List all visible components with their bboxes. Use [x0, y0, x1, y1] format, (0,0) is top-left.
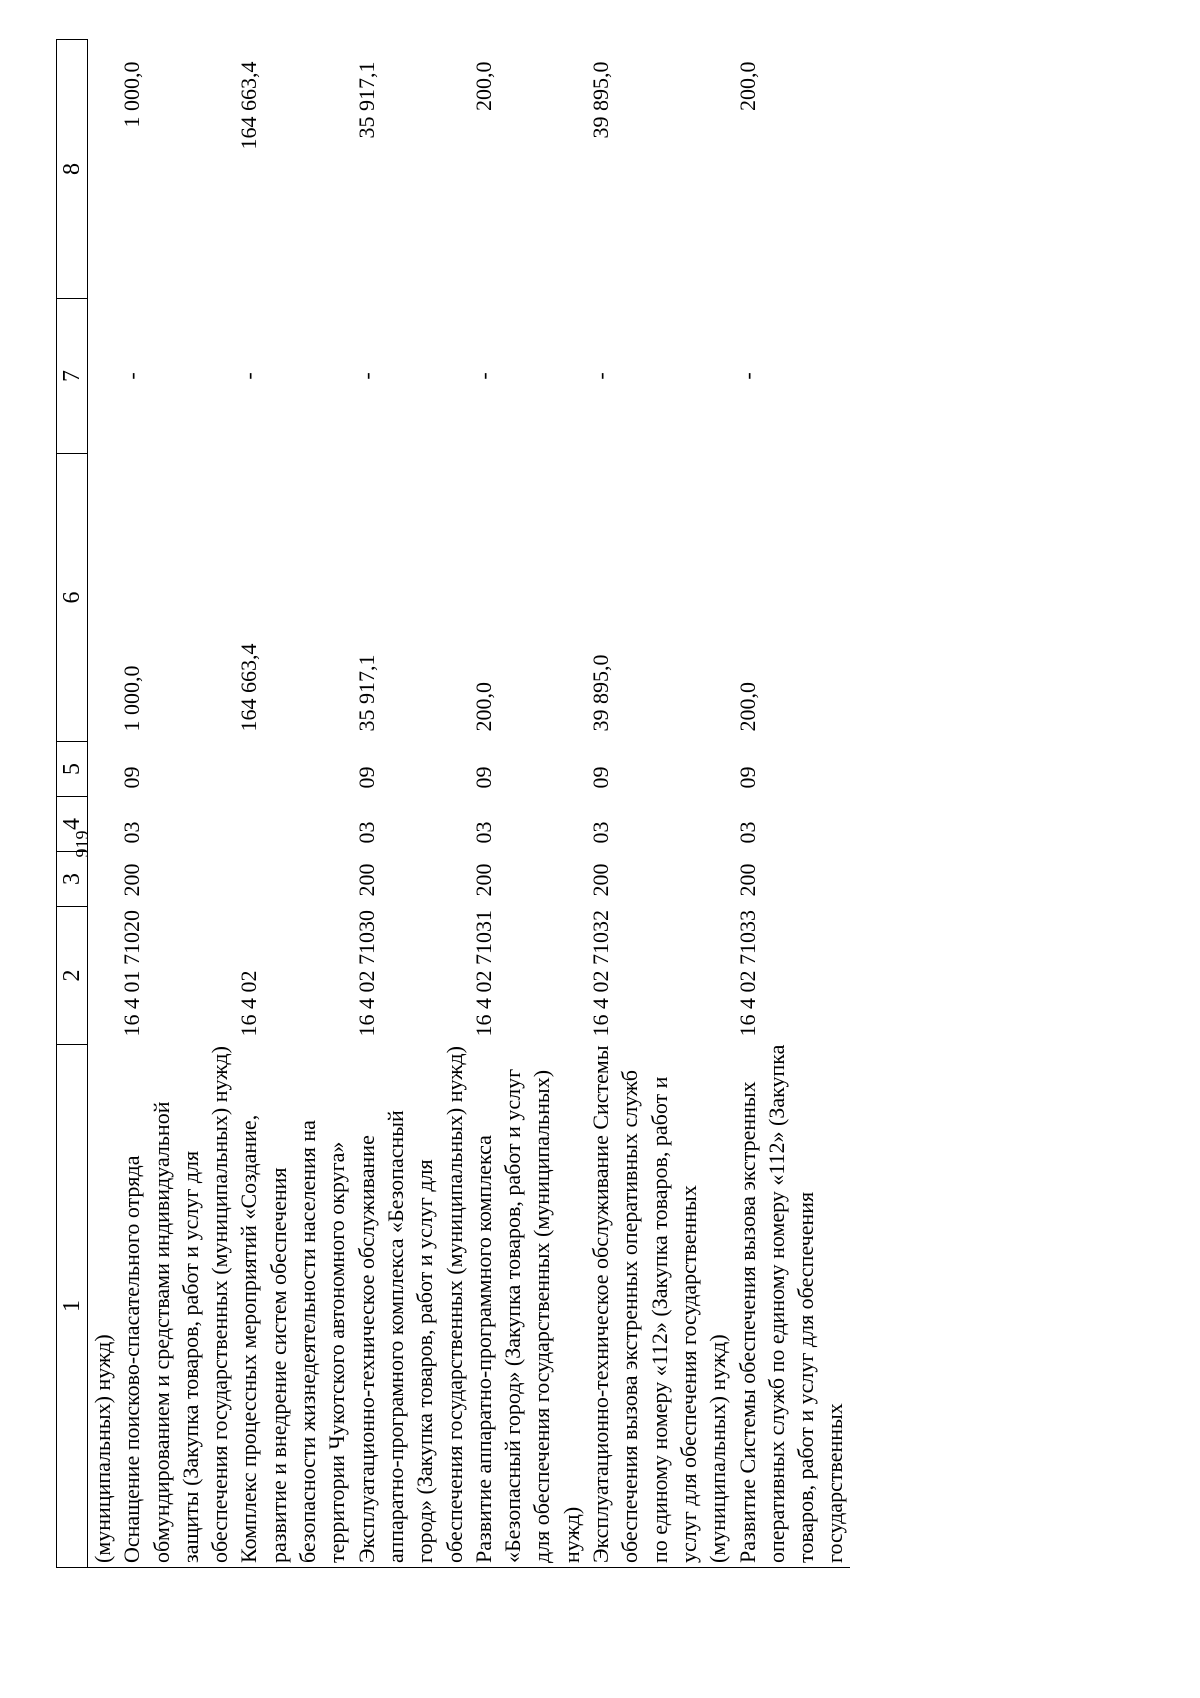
- table-row: [733, 40, 850, 1568]
- table-row: [352, 40, 469, 1568]
- row-c8: 39 895,0: [588, 61, 614, 139]
- page-number: 919: [72, 830, 92, 858]
- row-c7: [88, 299, 118, 454]
- table-row: [469, 40, 586, 1568]
- table-row: [234, 40, 351, 1568]
- row-c8: 1 000,0: [119, 61, 145, 128]
- row-code: 16 4 02 71031: [470, 910, 496, 1037]
- row-name: Эксплуатационно-техническое обслуживание Системы обеспечения вызова экстренных оперативных служб по единому номеру «112» (Закупка товаров, работ и услуг для обеспечения государственных (муниципальных) нужд): [586, 1045, 732, 1568]
- col-header-3: 3: [57, 852, 88, 907]
- row-name: Оснащение поисково-спасательного отряда обмундированием и средствами индивидуальной защиты (Закупка товаров, работ и услуг для обеспечения государственных (муниципальных) нужд): [117, 1045, 234, 1568]
- row-c5: 09: [470, 766, 496, 789]
- row-code: 16 4 01 71020: [119, 910, 145, 1037]
- table-row: [586, 40, 732, 1568]
- row-c5: [234, 742, 351, 797]
- row-c6: 200,0: [734, 682, 760, 732]
- col-header-7: 7: [57, 299, 88, 454]
- row-c6: 35 917,1: [353, 654, 379, 732]
- row-c3: [234, 852, 351, 907]
- row-c4: 03: [588, 821, 614, 844]
- row-c5: [88, 742, 118, 797]
- col-header-6: 6: [57, 454, 88, 742]
- row-c7: -: [353, 372, 379, 380]
- row-c3: [88, 852, 118, 907]
- row-name: Развитие аппаратно-программного комплекса «Безопасный город» (Закупка товаров, работ и услуг для обеспечения государственных (муниципальных) нужд): [469, 1045, 586, 1568]
- row-c6: 164 663,4: [236, 643, 262, 732]
- row-c5: 09: [734, 766, 760, 789]
- row-c3: 200: [119, 863, 145, 897]
- row-c3: 200: [353, 863, 379, 897]
- budget-table: [56, 39, 850, 1568]
- row-code: 16 4 02: [236, 970, 262, 1037]
- row-c5: 09: [119, 766, 145, 789]
- row-c4: 03: [353, 821, 379, 844]
- table-row: [88, 40, 118, 1568]
- row-c3: 200: [470, 863, 496, 897]
- row-name: (муниципальных) нужд): [88, 1045, 118, 1568]
- col-header-2: 2: [57, 907, 88, 1045]
- row-code: 16 4 02 71033: [734, 910, 760, 1037]
- row-c8: 200,0: [734, 61, 760, 111]
- row-c8: 35 917,1: [353, 61, 379, 139]
- col-header-5: 5: [57, 742, 88, 797]
- row-c7: -: [119, 372, 145, 380]
- row-c7: -: [588, 372, 614, 380]
- row-c7: -: [470, 372, 496, 380]
- row-c4: [88, 797, 118, 852]
- row-code: 16 4 02 71032: [588, 910, 614, 1037]
- row-c4: [234, 797, 351, 852]
- col-header-8: 8: [57, 40, 88, 299]
- row-c4: 03: [119, 821, 145, 844]
- row-c5: 09: [353, 766, 379, 789]
- col-header-1: 1: [57, 1045, 88, 1568]
- row-c5: 09: [588, 766, 614, 789]
- row-c6: 39 895,0: [588, 654, 614, 732]
- row-c6: 1 000,0: [119, 665, 145, 732]
- header-row: [57, 40, 88, 1568]
- row-code: 16 4 02 71030: [353, 910, 379, 1037]
- row-c3: 200: [588, 863, 614, 897]
- row-c6: [88, 454, 118, 742]
- row-c3: 200: [734, 863, 760, 897]
- row-c4: 03: [734, 821, 760, 844]
- row-name: Комплекс процессных мероприятий «Создание, развитие и внедрение систем обеспечения безопасности жизнедеятельности населения на территории Чукотского автономного округа»: [234, 1045, 351, 1568]
- row-c7: -: [734, 372, 760, 380]
- row-c7: -: [236, 372, 262, 380]
- row-c6: 200,0: [470, 682, 496, 732]
- row-name: Эксплуатационно-техническое обслуживание аппаратно-програмного комплекса «Безопасный город» (Закупка товаров, работ и услуг для обеспечения государственных (муниципальных) нужд): [352, 1045, 469, 1568]
- row-code: [88, 907, 118, 1045]
- row-c4: 03: [470, 821, 496, 844]
- row-name: Развитие Системы обеспечения вызова экстренных оперативных служб по единому номеру «112» (Закупка товаров, работ и услуг для обеспечения государственных: [733, 1045, 850, 1568]
- row-c8: 200,0: [470, 61, 496, 111]
- table-row: [117, 40, 234, 1568]
- col-header-4: 4: [57, 797, 88, 852]
- row-c8: 164 663,4: [236, 61, 262, 150]
- row-c8: [88, 40, 118, 299]
